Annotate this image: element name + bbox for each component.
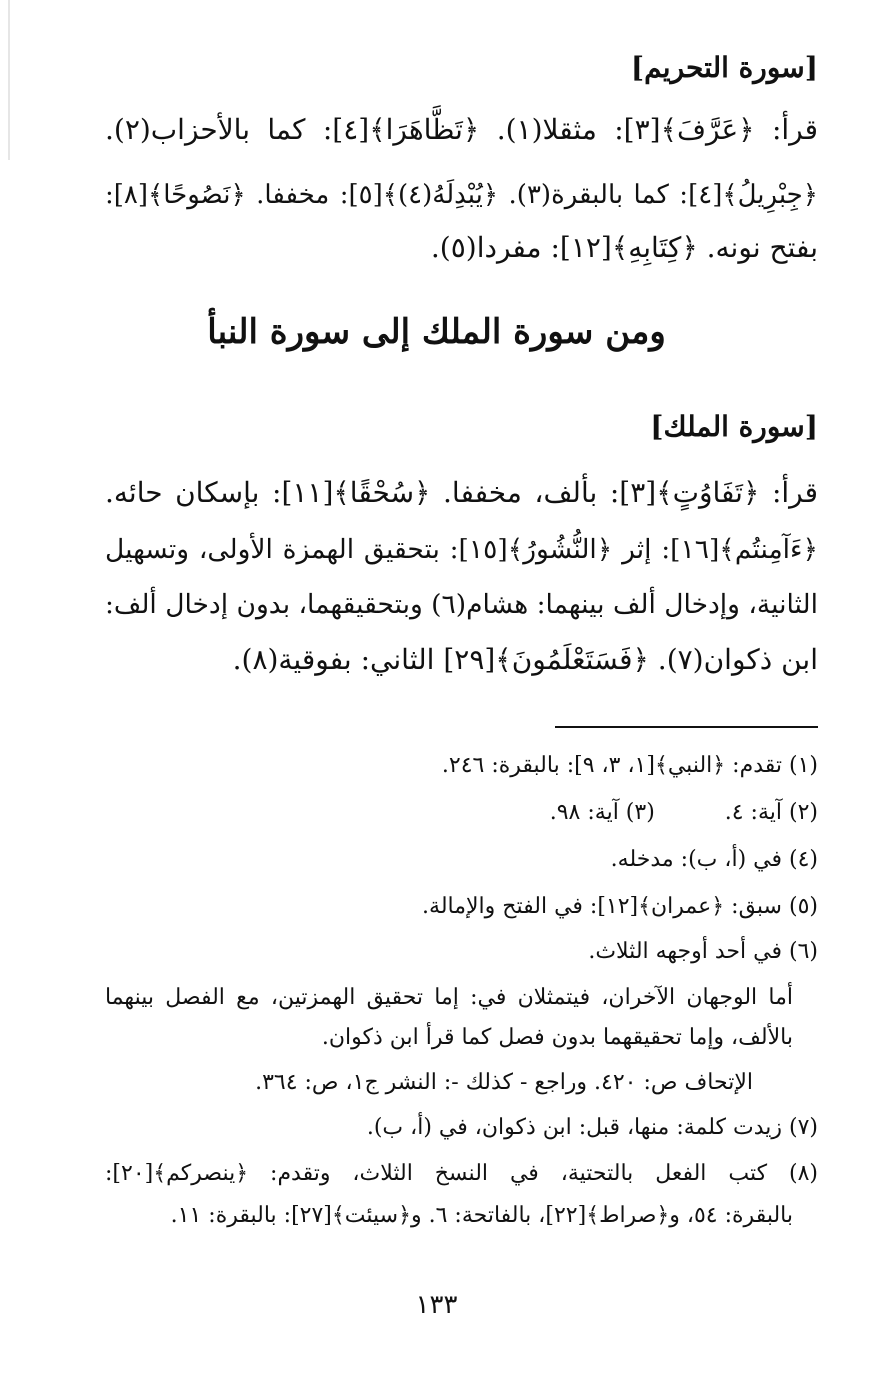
footnote: (٢) آية: ٤. (٣) آية: ٩٨. (549, 800, 818, 825)
section-heading-tahrim: [سورة التحريم] (630, 51, 818, 84)
text-line: ﴿ءَآمِنتُم﴾[١٦]: إثر ﴿النُّشُورُ﴾[١٥]: بتحقيق الهمزة الأولى، وتسهيل (105, 534, 818, 565)
footnote: (٤) في (أ، ب): مدخله. (610, 847, 818, 872)
text-line: بفتح نونه. ﴿كِتَابِهِ﴾[١٢]: مفردا(٥). (430, 231, 818, 264)
section-heading-mulk: [سورة الملك] (650, 410, 818, 443)
chapter-title: ومن سورة الملك إلى سورة النبأ (207, 312, 666, 352)
footnote-continuation: أما الوجهان الآخران، فيتمثلان في: إما تحقيق الهمزتين، مع الفصل بينهما (105, 985, 793, 1010)
footnote: (١) تقدم: ﴿النبي﴾[١، ٣، ٩]: بالبقرة: ٢٤٦. (441, 753, 818, 778)
footnote: (٨) كتب الفعل بالتحتية، في النسخ الثلاث، وتقدم: ﴿ينصركم﴾[٢٠]: (105, 1161, 818, 1186)
text-line: الثانية، وإدخال ألف بينهما: هشام(٦) وبتحقيقهما، بدون إدخال ألف: (105, 589, 818, 620)
footnote-continuation: بالألف، وإما تحقيقهما بدون فصل كما قرأ ابن ذكوان. (321, 1025, 793, 1050)
footnote-reference: الإتحاف ص: ٤٢٠. وراجع - كذلك -: النشر ج١، ص: ٣٦٤. (255, 1070, 753, 1095)
text-line: قرأ: ﴿عَرَّفَ﴾[٣]: مثقلا(١). ﴿تَظَّاهَرَا﴾[٤]: كما بالأحزاب(٢). (105, 113, 819, 146)
text-line: ﴿جِبْرِيلُ﴾[٤]: كما بالبقرة(٣). ﴿يُبْدِلَهُ(٤)﴾[٥]: مخففا. ﴿نَصُوحًا﴾[٨]: (105, 180, 818, 210)
footnote: (٧) زيدت كلمة: منها، قبل: ابن ذكوان، في (أ، ب). (366, 1115, 818, 1140)
page-number: ١٣٣ (415, 1290, 458, 1320)
text-line: قرأ: ﴿تَفَاوُتٍ﴾[٣]: بألف، مخففا. ﴿سُحْقًا﴾[١١]: بإسكان حائه. (105, 476, 818, 509)
scan-edge-mark (8, 0, 10, 160)
footnote-continuation: بالبقرة: ٥٤، و﴿صراط﴾[٢٢]، بالفاتحة: ٦. و﴿سيئت﴾[٢٧]: بالبقرة: ١١. (170, 1203, 793, 1228)
text-line: ابن ذكوان(٧). ﴿فَسَتَعْلَمُونَ﴾[٢٩] الثاني: بفوقية(٨). (232, 643, 818, 676)
footnote: (٥) سبق: ﴿عمران﴾[١٢]: في الفتح والإمالة. (422, 894, 818, 919)
footnote-separator (555, 726, 818, 728)
footnote: (٦) في أحد أوجهه الثلاث. (588, 939, 818, 964)
